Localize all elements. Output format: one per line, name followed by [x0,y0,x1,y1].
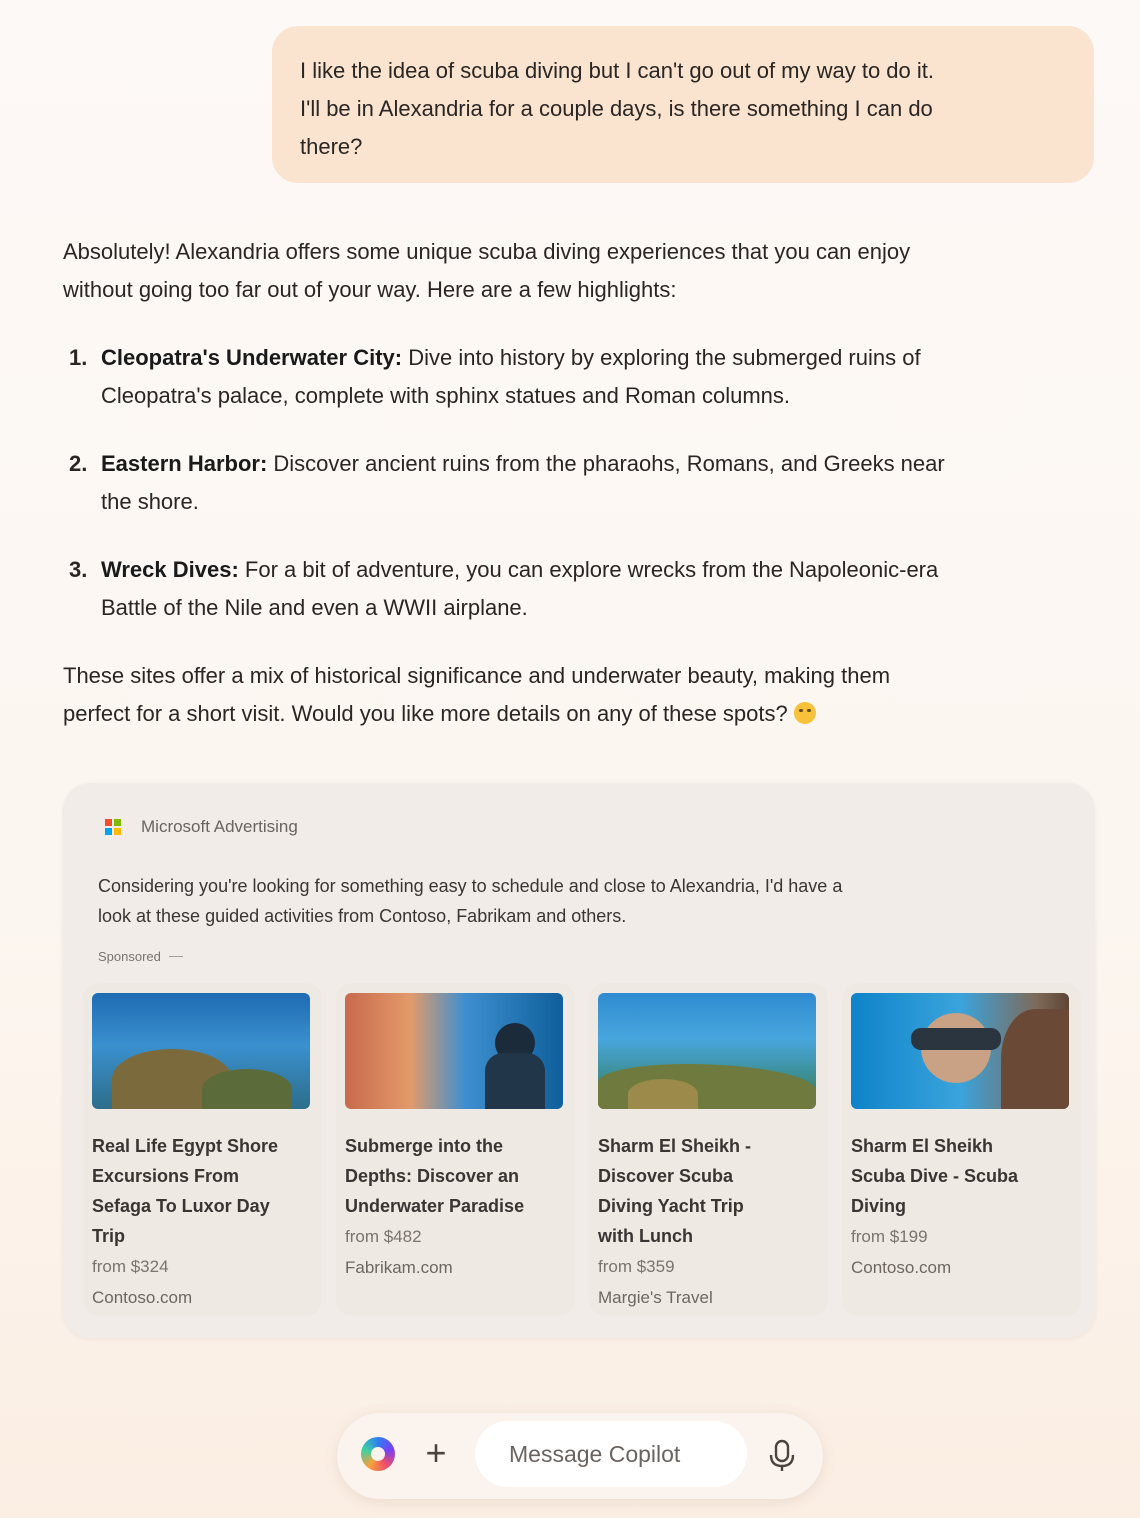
logo-square-yellow [114,828,121,835]
plus-icon[interactable]: + [425,1432,447,1473]
product-title [851,1131,1072,1221]
list-item-text: Discover ancient ruins from the pharaohs, Romans, and Greeks near [267,451,945,476]
product-title-line: Diving Yacht Trip [598,1196,744,1216]
list-item-title: Eastern Harbor: [101,451,268,476]
message-composer [337,1413,823,1499]
copilot-logo-icon[interactable] [361,1437,395,1471]
product-card[interactable] [336,983,575,1316]
product-title-line: Excursions From [92,1166,240,1186]
list-item-title: Cleopatra's Underwater City: [101,345,403,370]
user-message-line: I like the idea of scuba diving but I can't go out of my way to do it. [300,58,935,83]
product-card[interactable] [83,983,322,1316]
logo-square-red [105,819,112,826]
product-image-coral-reef [92,993,310,1109]
list-item-text: For a bit of adventure, you can explore wrecks from the Napoleonic-era [238,557,939,582]
ad-brand-label: Microsoft Advertising [141,817,298,836]
product-title-line: Submerge into the [345,1136,504,1156]
ad-header [105,817,298,837]
product-title-line: Diving [851,1196,907,1216]
list-item-number: 3. [69,557,88,582]
product-image-reef-fish [598,993,816,1109]
microphone-icon[interactable] [767,1439,797,1473]
message-input[interactable] [475,1421,747,1487]
product-title [345,1131,566,1221]
product-title-line: Discover Scuba [598,1166,734,1186]
reply-closing-line2: perfect for a short visit. Would you like more details on any of these spots? [63,701,788,726]
product-card[interactable] [589,983,828,1316]
product-source: Fabrikam.com [345,1258,453,1277]
logo-square-blue [105,828,112,835]
list-item-number: 1. [69,345,88,370]
dash-icon [169,956,183,957]
product-card[interactable] [842,983,1081,1316]
ad-description-line2: look at these guided activities from Contoso, Fabrikam and others. [98,906,627,926]
product-price: from $199 [851,1227,928,1246]
reef-shape [628,1079,698,1109]
sponsored-ad-card [63,783,1095,1338]
reply-closing-line1: These sites offer a mix of historical significance and underwater beauty, making them [63,663,891,688]
list-item-text: Cleopatra's palace, complete with sphinx statues and Roman columns. [101,383,791,408]
product-price: from $324 [92,1257,169,1276]
diver-mask-shape [911,1028,1001,1050]
ad-description [98,871,1058,931]
user-message-bubble [272,26,1094,183]
product-title-line: Real Life Egypt Shore [92,1136,279,1156]
product-source: Margie's Travel [598,1288,713,1307]
product-title-line: Trip [92,1226,126,1246]
product-price: from $359 [598,1257,675,1276]
microsoft-logo-icon [105,819,121,835]
product-title-line: with Lunch [598,1226,693,1246]
highlights-list [63,339,1083,627]
user-message-line: I'll be in Alexandria for a couple days, is there something I can do [300,96,933,121]
user-message-line: there? [300,134,363,159]
product-price: from $482 [345,1227,422,1246]
assistant-reply [63,233,1083,733]
list-item-text: Battle of the Nile and even a WWII airplane. [101,595,528,620]
product-title-line: Underwater Paradise [345,1196,525,1216]
reef-shape [1001,1009,1069,1109]
list-item-text: Dive into history by exploring the submerged ruins of [402,345,921,370]
product-carousel [83,983,1081,1316]
reply-closing [63,657,1083,733]
product-title-line: Depths: Discover an [345,1166,520,1186]
reply-intro [63,233,1083,309]
product-image-diver-portrait [851,993,1069,1109]
product-title-line: Sharm El Sheikh - [598,1136,752,1156]
list-item-text: the shore. [101,489,199,514]
list-item [63,445,1083,521]
logo-square-green [114,819,121,826]
reply-intro-line2: without going too far out of your way. Here are a few highlights: [63,277,677,302]
product-title-line: Scuba Dive - Scuba [851,1166,1019,1186]
product-title-line: Sefaga To Luxor Day [92,1196,270,1216]
list-item-number: 2. [69,451,88,476]
reply-intro-line1: Absolutely! Alexandria offers some unique scuba diving experiences that you can enjoy [63,239,911,264]
product-source: Contoso.com [851,1258,952,1277]
product-title-line: Sharm El Sheikh [851,1136,994,1156]
product-title [92,1131,313,1251]
product-image-diver-coral [345,993,563,1109]
list-item-title: Wreck Dives: [101,557,239,582]
diver-shape [485,1053,545,1109]
product-title [598,1131,819,1251]
reef-shape [202,1069,292,1109]
sponsored-text: Sponsored [98,949,161,964]
sponsored-label[interactable] [98,949,183,964]
list-item [63,551,1083,627]
smiling-face-emoji-icon [794,702,816,724]
list-item [63,339,1083,415]
ad-description-line1: Considering you're looking for something easy to schedule and close to Alexandria, I'd have a [98,876,843,896]
product-source: Contoso.com [92,1288,193,1307]
